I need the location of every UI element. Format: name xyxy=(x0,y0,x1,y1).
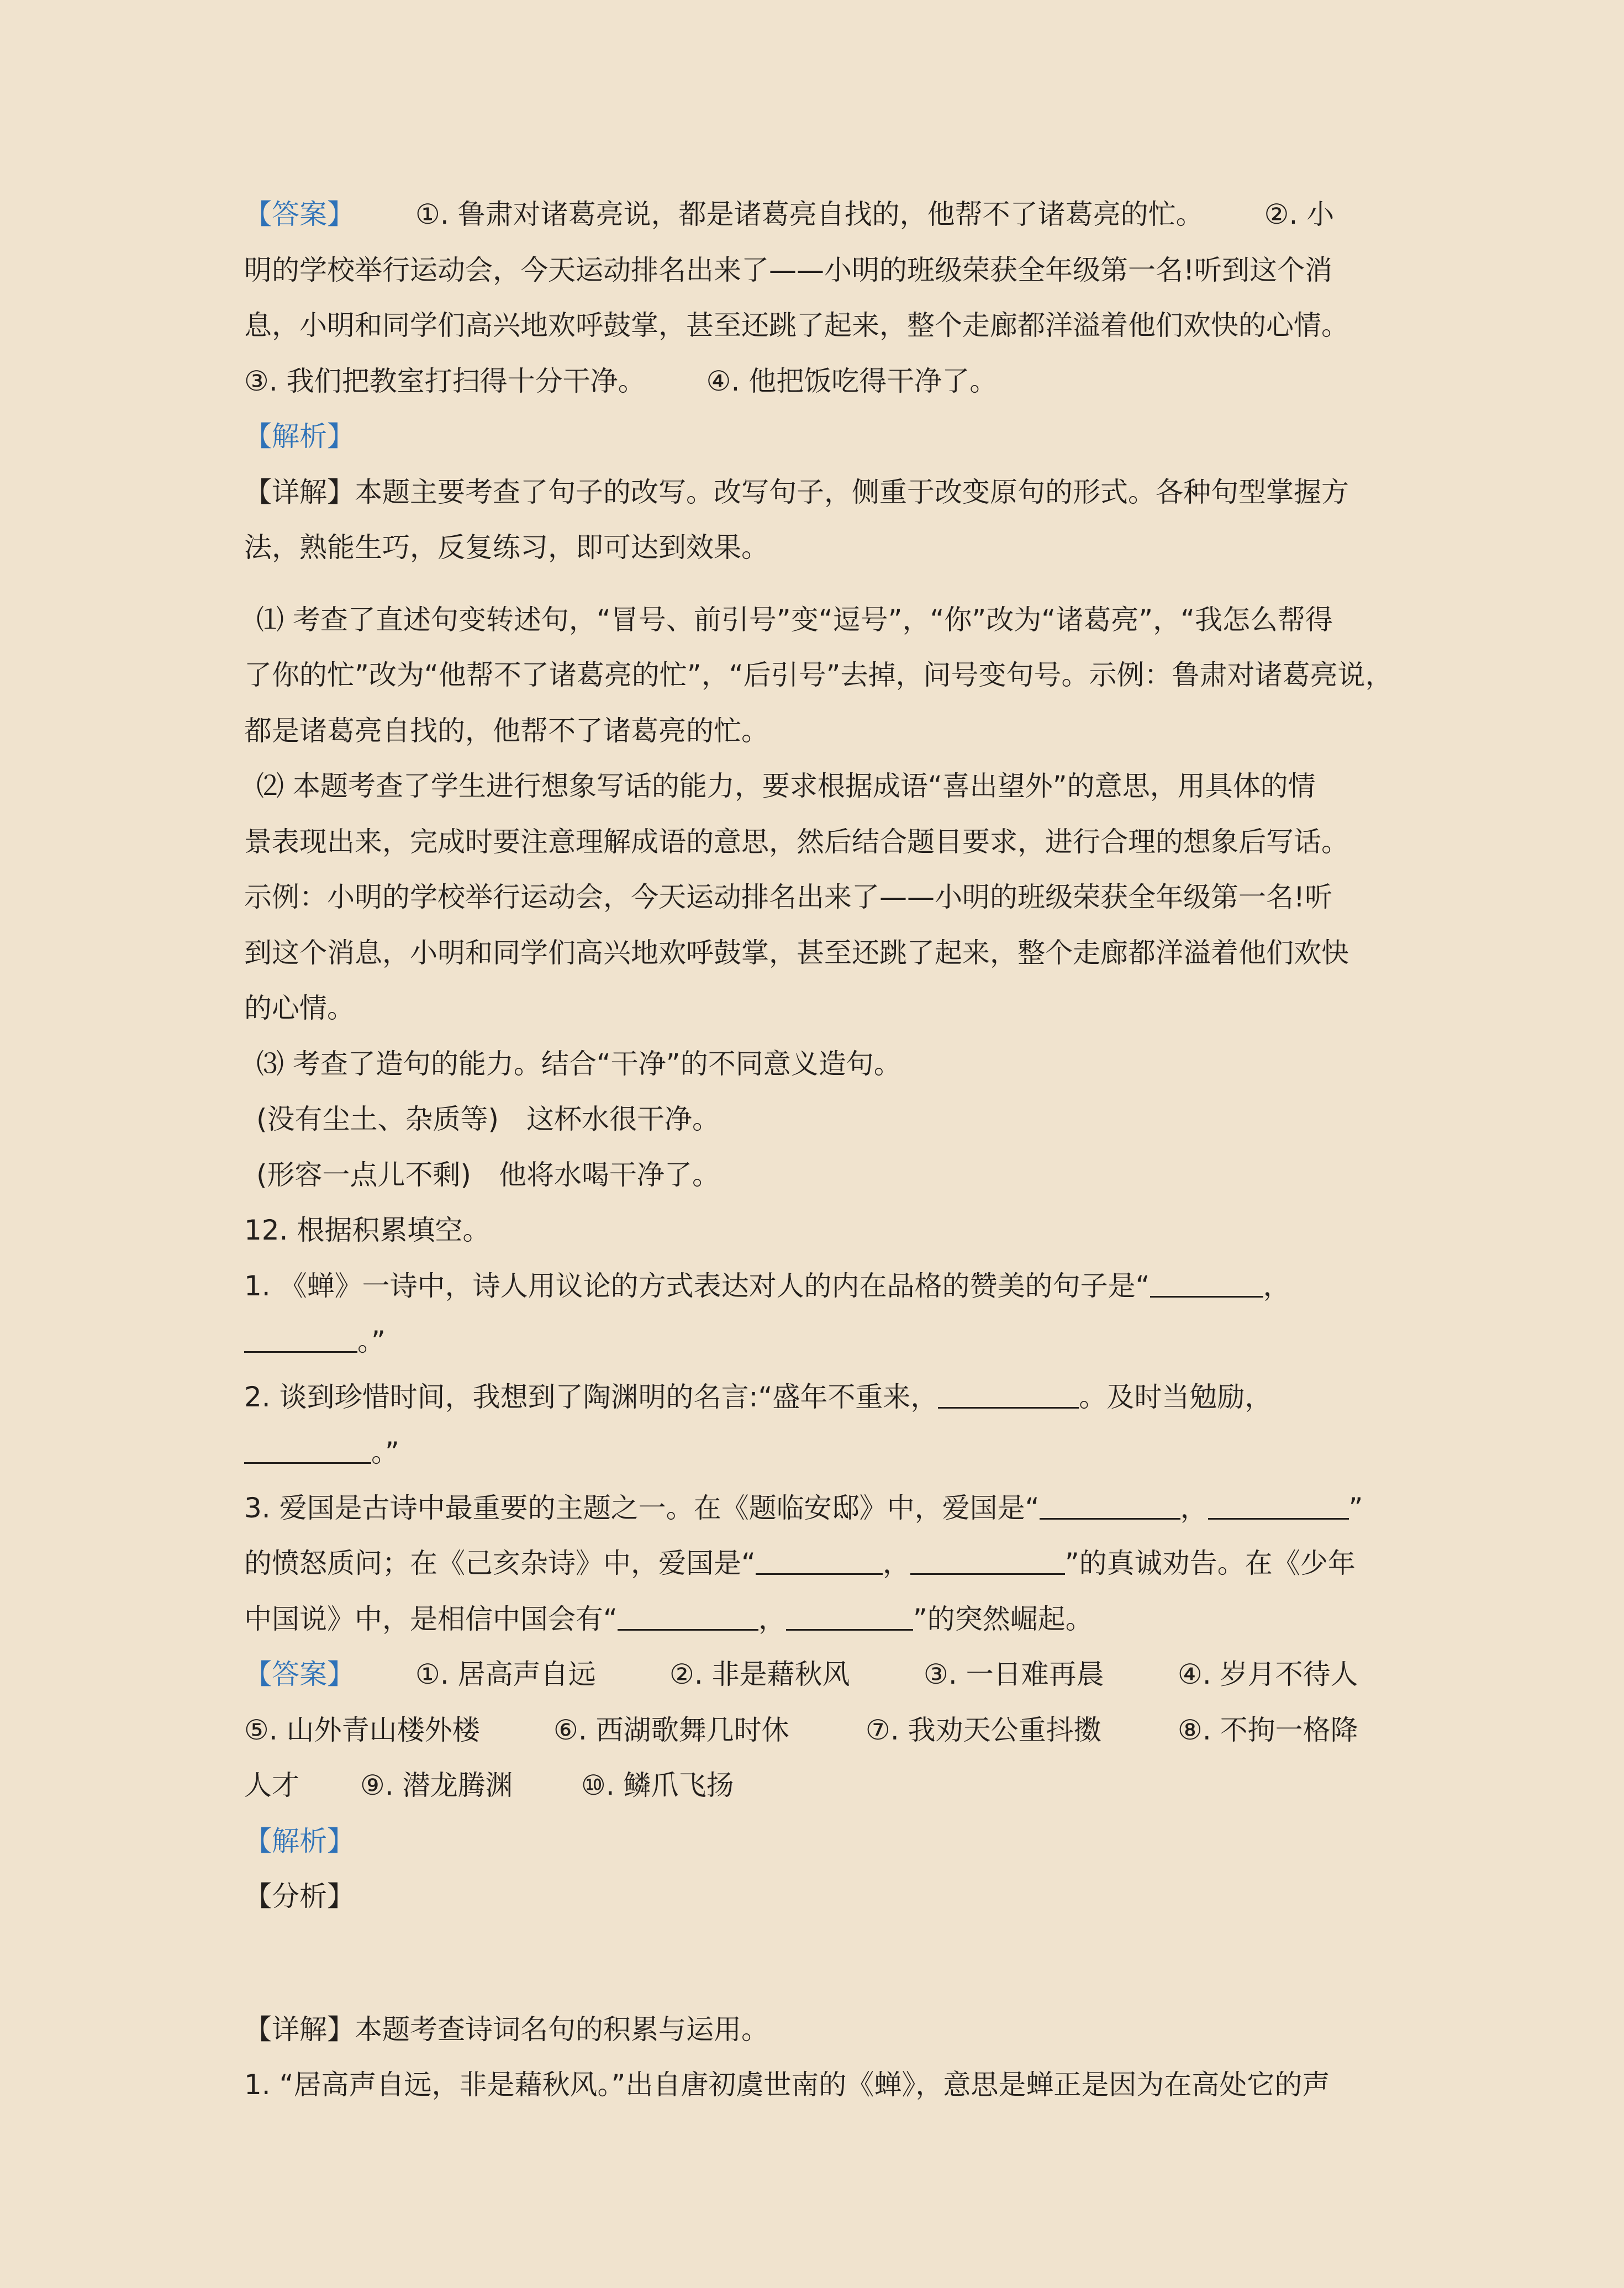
detail-line: 法，熟能生巧，反复练习，即可达到效果。 xyxy=(244,531,769,563)
q3-line-3 xyxy=(244,1591,1374,1647)
q1-line-2 xyxy=(244,1314,1374,1369)
fill-blank xyxy=(786,1607,913,1631)
q3-text: ”的突然崛起。 xyxy=(913,1602,1093,1635)
q12-answer-line-3 xyxy=(244,1758,1374,1813)
part3-line: (没有尘土、杂质等) 这杯水很干净。 xyxy=(256,1103,720,1135)
q1-line-1 xyxy=(244,1258,1374,1314)
q3-punct: ” xyxy=(1348,1491,1363,1524)
fill-blank xyxy=(244,1440,371,1464)
detail-line: 【详解】本题考查诗词名句的积累与运用。 xyxy=(244,2013,769,2046)
q12-answer-line-2 xyxy=(244,1702,1374,1758)
answer-item: ④. 岁月不待人 xyxy=(1178,1658,1358,1690)
q2-text: 。及时当勉励， xyxy=(1079,1380,1273,1413)
fill-blank xyxy=(910,1551,1065,1575)
part2-line: 的心情。 xyxy=(244,992,355,1024)
answer-item: ⑤. 山外青山楼外楼 xyxy=(244,1714,480,1746)
q2-line-2 xyxy=(244,1425,1374,1480)
part3-line: (形容一点儿不剩) 他将水喝干净了。 xyxy=(256,1158,720,1191)
page-content xyxy=(244,187,1393,2113)
part1-line: 都是诸葛亮自找的，他帮不了诸葛亮的忙。 xyxy=(244,714,769,747)
answer-item: ⑧. 不拘一格降 xyxy=(1178,1714,1358,1746)
answer-item: ⑦. 我劝天公重抖擞 xyxy=(866,1714,1101,1746)
answer-item: 人才 xyxy=(244,1769,299,1801)
part2-line: 到这个消息，小明和同学们高兴地欢呼鼓掌，甚至还跳了起来，整个走廊都洋溢着他们欢快 xyxy=(244,936,1349,969)
q3-punct: ， xyxy=(758,1602,786,1635)
answer-item: ②. 非是藉秋风 xyxy=(669,1658,850,1690)
part1-line: ⑴ 考查了直述句变转述句，“冒号、前引号”变“逗号”，“你”改为“诸葛亮”，“我怎么帮得 xyxy=(256,603,1333,636)
part2-line: ⑵ 本题考查了学生进行想象写话的能力，要求根据成语“喜出望外”的意思，用具体的情 xyxy=(256,770,1316,802)
q1-punct: ， xyxy=(1263,1269,1291,1302)
q3-text: 3. 爱国是古诗中最重要的主题之一。在《题临安邸》中，爱国是“ xyxy=(244,1491,1040,1524)
answer-item: ②. 小 xyxy=(1264,198,1335,230)
fill-blank xyxy=(756,1551,883,1575)
answer-line-4 xyxy=(244,354,1374,409)
answer-tag: 【答案】 xyxy=(244,198,355,230)
part3-line: ⑶ 考查了造句的能力。结合“干净”的不同意义造句。 xyxy=(256,1047,901,1080)
answer-tag: 【答案】 xyxy=(244,1658,355,1690)
q3-punct: ， xyxy=(1180,1491,1208,1524)
q12-answer-line-1 xyxy=(244,1647,1374,1702)
answer-item: ④. 他把饭吃得干净了。 xyxy=(706,365,998,397)
q1-text: 1. 《蝉》一诗中，诗人用议论的方式表达对人的内在品格的赞美的句子是“ xyxy=(244,1269,1150,1302)
fill-blank xyxy=(1040,1496,1180,1520)
answer-item: ①. 居高声自远 xyxy=(415,1658,596,1690)
q3-line-2 xyxy=(244,1536,1374,1591)
q3-line-1 xyxy=(244,1480,1374,1536)
answer-line-2: 明的学校举行运动会，今天运动排名出来了——小明的班级荣获全年级第一名!听到这个消 xyxy=(244,254,1333,286)
q2-line-1 xyxy=(244,1369,1374,1425)
q3-text: 的愤怒质问；在《己亥杂诗》中，爱国是“ xyxy=(244,1547,756,1579)
answer-item: ⑨. 潜龙腾渊 xyxy=(360,1769,513,1801)
answer-line-3: 息，小明和同学们高兴地欢呼鼓掌，甚至还跳了起来，整个走廊都洋溢着他们欢快的心情。 xyxy=(244,309,1349,341)
q3-text: ”的真诚劝告。在《少年 xyxy=(1064,1547,1356,1579)
q2-text: 2. 谈到珍惜时间，我想到了陶渊明的名言:“盛年不重来， xyxy=(244,1380,938,1413)
answer-item: ①. 鲁肃对诸葛亮说，都是诸葛亮自找的，他帮不了诸葛亮的忙。 xyxy=(415,198,1204,230)
answer-item: ⑩. 鳞爪飞扬 xyxy=(581,1769,734,1801)
q3-text: 中国说》中，是相信中国会有“ xyxy=(244,1602,618,1635)
fill-blank xyxy=(1208,1496,1349,1520)
answer-item: ③. 我们把教室打扫得十分干净。 xyxy=(244,365,646,397)
analysis-tag: 【解析】 xyxy=(244,420,355,452)
answer-item: ③. 一日难再晨 xyxy=(924,1658,1104,1690)
analysis-tag: 【解析】 xyxy=(244,1825,355,1857)
fill-blank xyxy=(244,1329,357,1353)
part2-line: 示例：小明的学校举行运动会，今天运动排名出来了——小明的班级荣获全年级第一名!听 xyxy=(244,881,1333,913)
answer-line-1 xyxy=(244,187,1374,242)
explain-line: 1. “居高声自远，非是藉秋风。”出自唐初虞世南的《蝉》，意思是蝉正是因为在高处它的声 xyxy=(244,2069,1330,2101)
detail-line: 【详解】本题主要考查了句子的改写。改写句子，侧重于改变原句的形式。各种句型掌握方 xyxy=(244,476,1349,508)
q2-punct: 。” xyxy=(371,1436,399,1468)
fill-blank xyxy=(938,1385,1079,1409)
fill-blank xyxy=(1150,1274,1263,1298)
q3-punct: ， xyxy=(882,1547,910,1579)
answer-item: ⑥. 西湖歌舞几时休 xyxy=(553,1714,789,1746)
q1-punct: 。” xyxy=(357,1325,386,1357)
fenxi-tag: 【分析】 xyxy=(244,1880,355,1912)
part2-line: 景表现出来，完成时要注意理解成语的意思，然后结合题目要求，进行合理的想象后写话。 xyxy=(244,825,1349,858)
question-12-title: 12. 根据积累填空。 xyxy=(244,1214,491,1246)
part1-line: 了你的忙”改为“他帮不了诸葛亮的忙”，“后引号”去掉，问号变句号。示例：鲁肃对诸葛亮说， xyxy=(244,659,1393,691)
fill-blank xyxy=(618,1607,758,1631)
